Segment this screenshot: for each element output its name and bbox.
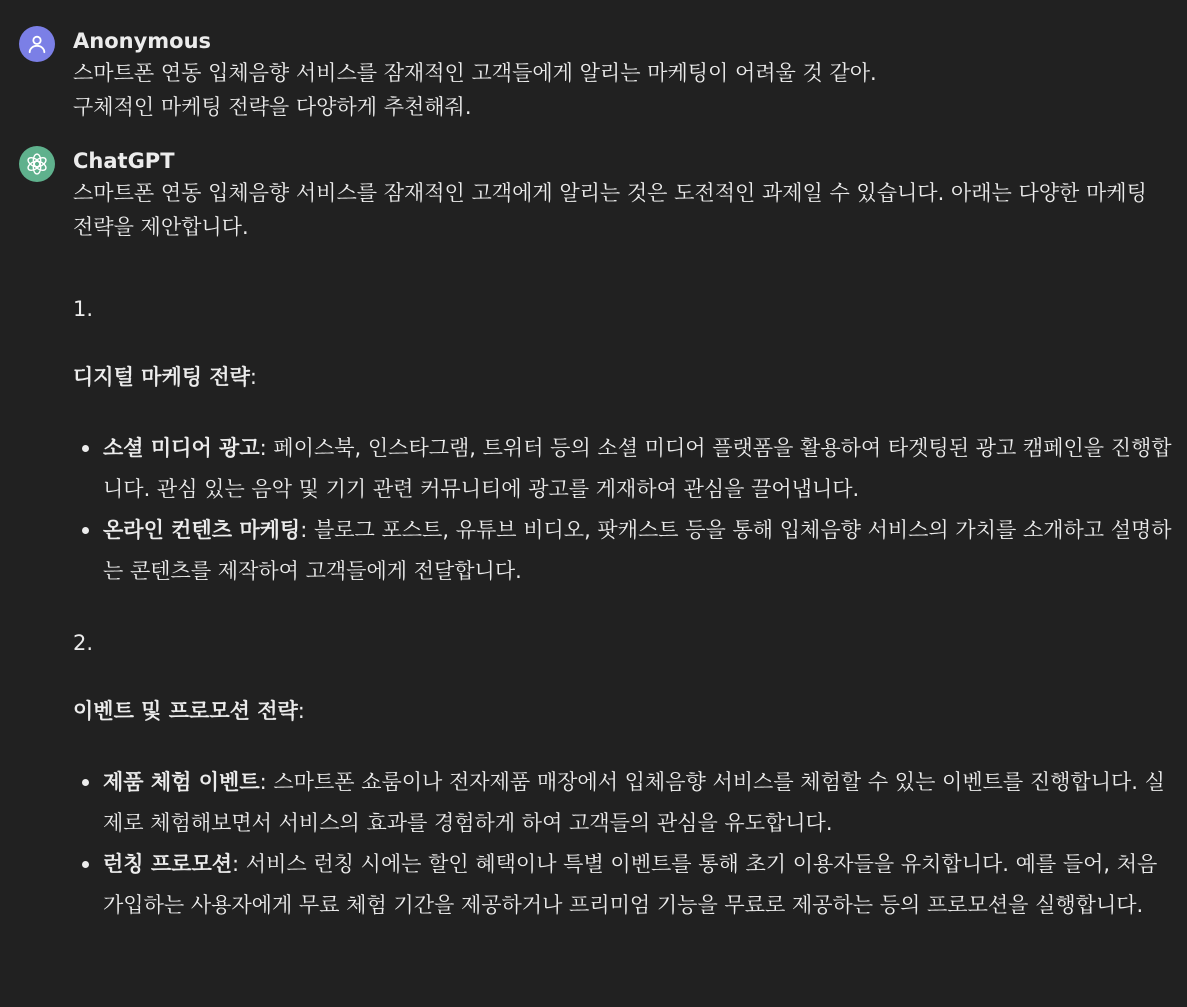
bullet-dot (82, 445, 89, 452)
assistant-message (0, 124, 1187, 926)
list-item (73, 510, 1173, 592)
list-item-title: 온라인 컨텐츠 마케팅 (103, 518, 301, 542)
strategy-list (73, 762, 1173, 926)
bullet-dot (82, 527, 89, 534)
assistant-intro: 스마트폰 연동 입체음향 서비스를 잠재적인 고객에게 알리는 것은 도전적인 과제일 수 있습니다. 아래는 다양한 마케팅 전략을 제안합니다. (73, 181, 1147, 239)
user-avatar (19, 26, 55, 62)
list-item (73, 762, 1173, 844)
section-heading-title: 이벤트 및 프로모션 전략 (73, 699, 298, 723)
section-heading (73, 694, 1173, 728)
list-item-title: 소셜 미디어 광고 (103, 436, 260, 460)
list-item-text: : 서비스 런칭 시에는 할인 혜택이나 특별 이벤트를 통해 초기 이용자들을 유치합니다. 예를 들어, 처음 가입하는 사용자에게 무료 체험 기간을 제공하거나 프리미엄 기능을 무료로 제공하는 등의 프로모션을 실행합니다. (103, 852, 1158, 917)
list-item-title: 제품 체험 이벤트 (103, 770, 260, 794)
bullet-dot (82, 779, 89, 786)
user-message (0, 0, 1187, 124)
list-item (73, 844, 1173, 926)
section-heading-suffix: : (297, 699, 305, 723)
section-number: 2. (73, 631, 94, 655)
list-item-text: : 스마트폰 쇼룸이나 전자제품 매장에서 입체음향 서비스를 체험할 수 있는 이벤트를 진행합니다. 실제로 체험해보면서 서비스의 효과를 경험하게 하여 고객들의 관심을 유도합니다. (103, 770, 1165, 835)
section-number: 1. (73, 297, 94, 321)
assistant-avatar (19, 146, 55, 182)
assistant-author-name: ChatGPT (73, 149, 175, 173)
strategy-section (73, 292, 1173, 592)
list-item-text: : 블로그 포스트, 유튜브 비디오, 팟캐스트 등을 통해 입체음향 서비스의 가치를 소개하고 설명하는 콘텐츠를 제작하여 고객들에게 전달합니다. (103, 518, 1172, 583)
strategy-section (73, 626, 1173, 926)
user-message-line: 구체적인 마케팅 전략을 다양하게 추천해줘. (73, 95, 472, 119)
section-heading-title: 디지털 마케팅 전략 (73, 365, 250, 389)
strategy-list (73, 428, 1173, 592)
openai-logo-icon (24, 151, 50, 177)
user-author-name: Anonymous (73, 29, 212, 53)
bullet-dot (82, 861, 89, 868)
section-heading (73, 360, 1173, 394)
section-heading-suffix: : (249, 365, 257, 389)
list-item-title: 런칭 프로모션 (103, 852, 233, 876)
user-message-line: 스마트폰 연동 입체음향 서비스를 잠재적인 고객들에게 알리는 마케팅이 어려울 것 같아. (73, 61, 877, 85)
list-item-text: : 페이스북, 인스타그램, 트위터 등의 소셜 미디어 플랫폼을 활용하여 타겟팅된 광고 캠페인을 진행합니다. 관심 있는 음악 및 기기 관련 커뮤니티에 광고를 게재하여 관심을 끌어냅니다. (103, 436, 1172, 501)
user-icon (26, 33, 48, 55)
list-item (73, 428, 1173, 510)
